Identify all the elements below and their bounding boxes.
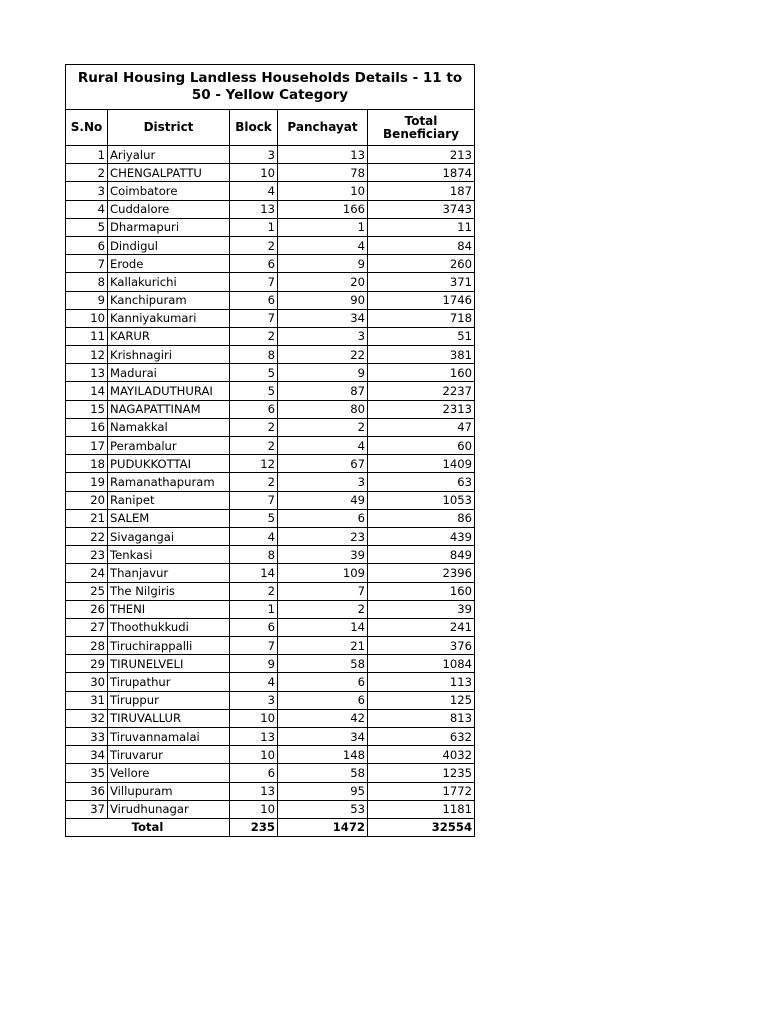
cell-district: Ariyalur xyxy=(108,146,230,164)
cell-block: 7 xyxy=(230,637,278,655)
cell-district: Dharmapuri xyxy=(108,218,230,236)
table-row xyxy=(66,164,475,182)
cell-block: 2 xyxy=(230,327,278,345)
total-label: Total xyxy=(66,818,230,836)
table-row xyxy=(66,218,475,236)
header-block: Block xyxy=(230,110,278,146)
cell-sno: 14 xyxy=(66,382,108,400)
cell-block: 5 xyxy=(230,382,278,400)
cell-total-beneficiary: 1874 xyxy=(368,164,475,182)
cell-total-beneficiary: 1746 xyxy=(368,291,475,309)
cell-district: Coimbatore xyxy=(108,182,230,200)
cell-total-beneficiary: 1084 xyxy=(368,655,475,673)
cell-district: Cuddalore xyxy=(108,200,230,218)
cell-panchayat: 58 xyxy=(278,655,368,673)
cell-district: Kanniyakumari xyxy=(108,309,230,327)
cell-total-beneficiary: 376 xyxy=(368,637,475,655)
cell-sno: 27 xyxy=(66,618,108,636)
cell-panchayat: 7 xyxy=(278,582,368,600)
cell-total-beneficiary: 113 xyxy=(368,673,475,691)
cell-block: 2 xyxy=(230,236,278,254)
cell-sno: 18 xyxy=(66,455,108,473)
cell-panchayat: 34 xyxy=(278,309,368,327)
cell-sno: 7 xyxy=(66,255,108,273)
cell-block: 1 xyxy=(230,600,278,618)
table-row xyxy=(66,764,475,782)
cell-sno: 8 xyxy=(66,273,108,291)
cell-sno: 28 xyxy=(66,637,108,655)
header-total-beneficiary: Total Beneficiary xyxy=(368,110,475,146)
cell-panchayat: 4 xyxy=(278,437,368,455)
cell-total-beneficiary: 381 xyxy=(368,346,475,364)
table-row xyxy=(66,382,475,400)
table-row xyxy=(66,728,475,746)
cell-block: 3 xyxy=(230,146,278,164)
table-row xyxy=(66,418,475,436)
cell-sno: 34 xyxy=(66,746,108,764)
cell-panchayat: 3 xyxy=(278,473,368,491)
cell-block: 4 xyxy=(230,527,278,545)
cell-panchayat: 67 xyxy=(278,455,368,473)
table-row xyxy=(66,291,475,309)
cell-total-beneficiary: 439 xyxy=(368,527,475,545)
cell-district: Villupuram xyxy=(108,782,230,800)
cell-total-beneficiary: 51 xyxy=(368,327,475,345)
table-row xyxy=(66,546,475,564)
cell-block: 10 xyxy=(230,800,278,818)
cell-panchayat: 20 xyxy=(278,273,368,291)
cell-block: 10 xyxy=(230,746,278,764)
table-row xyxy=(66,564,475,582)
cell-district: Thoothukkudi xyxy=(108,618,230,636)
cell-district: Sivagangai xyxy=(108,527,230,545)
cell-panchayat: 78 xyxy=(278,164,368,182)
table-row xyxy=(66,473,475,491)
cell-total-beneficiary: 11 xyxy=(368,218,475,236)
cell-block: 5 xyxy=(230,364,278,382)
table-row xyxy=(66,146,475,164)
cell-block: 6 xyxy=(230,255,278,273)
cell-total-beneficiary: 47 xyxy=(368,418,475,436)
cell-sno: 11 xyxy=(66,327,108,345)
cell-sno: 5 xyxy=(66,218,108,236)
cell-district: Vellore xyxy=(108,764,230,782)
cell-panchayat: 49 xyxy=(278,491,368,509)
cell-block: 2 xyxy=(230,437,278,455)
cell-panchayat: 109 xyxy=(278,564,368,582)
cell-panchayat: 22 xyxy=(278,346,368,364)
table-row xyxy=(66,346,475,364)
cell-total-beneficiary: 849 xyxy=(368,546,475,564)
header-row xyxy=(66,110,475,146)
cell-total-beneficiary: 2313 xyxy=(368,400,475,418)
cell-block: 6 xyxy=(230,764,278,782)
cell-district: TIRUVALLUR xyxy=(108,709,230,727)
cell-district: KARUR xyxy=(108,327,230,345)
cell-panchayat: 10 xyxy=(278,182,368,200)
cell-total-beneficiary: 160 xyxy=(368,582,475,600)
table-row xyxy=(66,673,475,691)
cell-panchayat: 1 xyxy=(278,218,368,236)
table-row xyxy=(66,255,475,273)
table-row xyxy=(66,327,475,345)
cell-sno: 17 xyxy=(66,437,108,455)
cell-block: 5 xyxy=(230,509,278,527)
total-panchayat: 1472 xyxy=(278,818,368,836)
table-row xyxy=(66,273,475,291)
cell-sno: 13 xyxy=(66,364,108,382)
cell-district: NAGAPATTINAM xyxy=(108,400,230,418)
total-row xyxy=(66,818,475,836)
cell-district: Tiruvannamalai xyxy=(108,728,230,746)
cell-panchayat: 53 xyxy=(278,800,368,818)
table-row xyxy=(66,600,475,618)
cell-total-beneficiary: 3743 xyxy=(368,200,475,218)
cell-total-beneficiary: 718 xyxy=(368,309,475,327)
table-row xyxy=(66,364,475,382)
cell-total-beneficiary: 1235 xyxy=(368,764,475,782)
cell-district: Kanchipuram xyxy=(108,291,230,309)
cell-total-beneficiary: 86 xyxy=(368,509,475,527)
cell-sno: 10 xyxy=(66,309,108,327)
cell-total-beneficiary: 187 xyxy=(368,182,475,200)
cell-total-beneficiary: 160 xyxy=(368,364,475,382)
cell-total-beneficiary: 84 xyxy=(368,236,475,254)
cell-panchayat: 87 xyxy=(278,382,368,400)
cell-district: Tenkasi xyxy=(108,546,230,564)
cell-sno: 21 xyxy=(66,509,108,527)
cell-panchayat: 42 xyxy=(278,709,368,727)
cell-panchayat: 21 xyxy=(278,637,368,655)
cell-panchayat: 9 xyxy=(278,255,368,273)
cell-district: Virudhunagar xyxy=(108,800,230,818)
cell-sno: 6 xyxy=(66,236,108,254)
header-sno: S.No xyxy=(66,110,108,146)
cell-block: 2 xyxy=(230,418,278,436)
cell-district: Tiruchirappalli xyxy=(108,637,230,655)
cell-sno: 9 xyxy=(66,291,108,309)
cell-panchayat: 166 xyxy=(278,200,368,218)
cell-block: 1 xyxy=(230,218,278,236)
cell-panchayat: 6 xyxy=(278,509,368,527)
header-panchayat: Panchayat xyxy=(278,110,368,146)
cell-sno: 1 xyxy=(66,146,108,164)
cell-panchayat: 34 xyxy=(278,728,368,746)
cell-panchayat: 90 xyxy=(278,291,368,309)
table-row xyxy=(66,309,475,327)
cell-panchayat: 13 xyxy=(278,146,368,164)
cell-sno: 37 xyxy=(66,800,108,818)
cell-district: Kallakurichi xyxy=(108,273,230,291)
table-row xyxy=(66,236,475,254)
cell-total-beneficiary: 371 xyxy=(368,273,475,291)
cell-sno: 26 xyxy=(66,600,108,618)
cell-district: CHENGALPATTU xyxy=(108,164,230,182)
cell-district: Tirupathur xyxy=(108,673,230,691)
cell-sno: 19 xyxy=(66,473,108,491)
cell-sno: 20 xyxy=(66,491,108,509)
total-block: 235 xyxy=(230,818,278,836)
cell-panchayat: 9 xyxy=(278,364,368,382)
table-title: Rural Housing Landless Households Details - 11 to 50 - Yellow Category xyxy=(66,65,475,110)
cell-block: 2 xyxy=(230,582,278,600)
cell-block: 7 xyxy=(230,491,278,509)
cell-sno: 36 xyxy=(66,782,108,800)
total-beneficiary: 32554 xyxy=(368,818,475,836)
cell-panchayat: 14 xyxy=(278,618,368,636)
cell-block: 4 xyxy=(230,673,278,691)
cell-panchayat: 58 xyxy=(278,764,368,782)
cell-block: 13 xyxy=(230,200,278,218)
table-row xyxy=(66,582,475,600)
cell-block: 7 xyxy=(230,309,278,327)
cell-block: 13 xyxy=(230,782,278,800)
cell-block: 12 xyxy=(230,455,278,473)
cell-district: Perambalur xyxy=(108,437,230,455)
cell-panchayat: 6 xyxy=(278,673,368,691)
cell-block: 10 xyxy=(230,709,278,727)
cell-panchayat: 80 xyxy=(278,400,368,418)
cell-block: 8 xyxy=(230,346,278,364)
cell-total-beneficiary: 1409 xyxy=(368,455,475,473)
cell-panchayat: 148 xyxy=(278,746,368,764)
cell-total-beneficiary: 60 xyxy=(368,437,475,455)
cell-panchayat: 2 xyxy=(278,600,368,618)
cell-block: 3 xyxy=(230,691,278,709)
cell-sno: 33 xyxy=(66,728,108,746)
cell-total-beneficiary: 125 xyxy=(368,691,475,709)
cell-district: Namakkal xyxy=(108,418,230,436)
table-row xyxy=(66,491,475,509)
cell-sno: 4 xyxy=(66,200,108,218)
cell-district: Krishnagiri xyxy=(108,346,230,364)
cell-total-beneficiary: 213 xyxy=(368,146,475,164)
table-row xyxy=(66,182,475,200)
cell-block: 8 xyxy=(230,546,278,564)
cell-sno: 31 xyxy=(66,691,108,709)
cell-panchayat: 3 xyxy=(278,327,368,345)
cell-sno: 24 xyxy=(66,564,108,582)
table-row xyxy=(66,618,475,636)
cell-sno: 23 xyxy=(66,546,108,564)
header-district: District xyxy=(108,110,230,146)
cell-district: Ranipet xyxy=(108,491,230,509)
cell-block: 6 xyxy=(230,400,278,418)
cell-sno: 16 xyxy=(66,418,108,436)
cell-panchayat: 39 xyxy=(278,546,368,564)
cell-block: 2 xyxy=(230,473,278,491)
cell-block: 6 xyxy=(230,618,278,636)
cell-total-beneficiary: 1053 xyxy=(368,491,475,509)
cell-sno: 29 xyxy=(66,655,108,673)
cell-total-beneficiary: 4032 xyxy=(368,746,475,764)
cell-panchayat: 95 xyxy=(278,782,368,800)
cell-district: MAYILADUTHURAI xyxy=(108,382,230,400)
cell-total-beneficiary: 2237 xyxy=(368,382,475,400)
cell-total-beneficiary: 813 xyxy=(368,709,475,727)
cell-district: Madurai xyxy=(108,364,230,382)
cell-block: 13 xyxy=(230,728,278,746)
table-row xyxy=(66,782,475,800)
cell-district: PUDUKKOTTAI xyxy=(108,455,230,473)
cell-district: Tiruvarur xyxy=(108,746,230,764)
table-row xyxy=(66,746,475,764)
table-row xyxy=(66,509,475,527)
cell-total-beneficiary: 1772 xyxy=(368,782,475,800)
cell-sno: 12 xyxy=(66,346,108,364)
cell-panchayat: 23 xyxy=(278,527,368,545)
district-table xyxy=(65,64,475,837)
table-row xyxy=(66,455,475,473)
cell-total-beneficiary: 241 xyxy=(368,618,475,636)
cell-district: Thanjavur xyxy=(108,564,230,582)
table-row xyxy=(66,800,475,818)
cell-total-beneficiary: 260 xyxy=(368,255,475,273)
cell-sno: 25 xyxy=(66,582,108,600)
cell-total-beneficiary: 632 xyxy=(368,728,475,746)
cell-district: SALEM xyxy=(108,509,230,527)
table-row xyxy=(66,527,475,545)
cell-block: 9 xyxy=(230,655,278,673)
cell-panchayat: 2 xyxy=(278,418,368,436)
cell-district: Tiruppur xyxy=(108,691,230,709)
cell-district: Dindigul xyxy=(108,236,230,254)
cell-block: 6 xyxy=(230,291,278,309)
table-row xyxy=(66,709,475,727)
table-row xyxy=(66,691,475,709)
cell-sno: 22 xyxy=(66,527,108,545)
cell-sno: 30 xyxy=(66,673,108,691)
cell-district: THENI xyxy=(108,600,230,618)
cell-total-beneficiary: 63 xyxy=(368,473,475,491)
cell-district: Ramanathapuram xyxy=(108,473,230,491)
cell-district: TIRUNELVELI xyxy=(108,655,230,673)
table-row xyxy=(66,200,475,218)
table-row xyxy=(66,400,475,418)
cell-sno: 2 xyxy=(66,164,108,182)
cell-block: 14 xyxy=(230,564,278,582)
cell-total-beneficiary: 39 xyxy=(368,600,475,618)
cell-sno: 35 xyxy=(66,764,108,782)
cell-district: Erode xyxy=(108,255,230,273)
cell-total-beneficiary: 1181 xyxy=(368,800,475,818)
cell-sno: 15 xyxy=(66,400,108,418)
cell-sno: 3 xyxy=(66,182,108,200)
cell-block: 4 xyxy=(230,182,278,200)
table-row xyxy=(66,655,475,673)
cell-sno: 32 xyxy=(66,709,108,727)
spreadsheet-table-container xyxy=(65,64,474,837)
cell-panchayat: 6 xyxy=(278,691,368,709)
cell-panchayat: 4 xyxy=(278,236,368,254)
cell-block: 10 xyxy=(230,164,278,182)
cell-total-beneficiary: 2396 xyxy=(368,564,475,582)
table-row xyxy=(66,637,475,655)
cell-district: The Nilgiris xyxy=(108,582,230,600)
table-row xyxy=(66,437,475,455)
cell-block: 7 xyxy=(230,273,278,291)
